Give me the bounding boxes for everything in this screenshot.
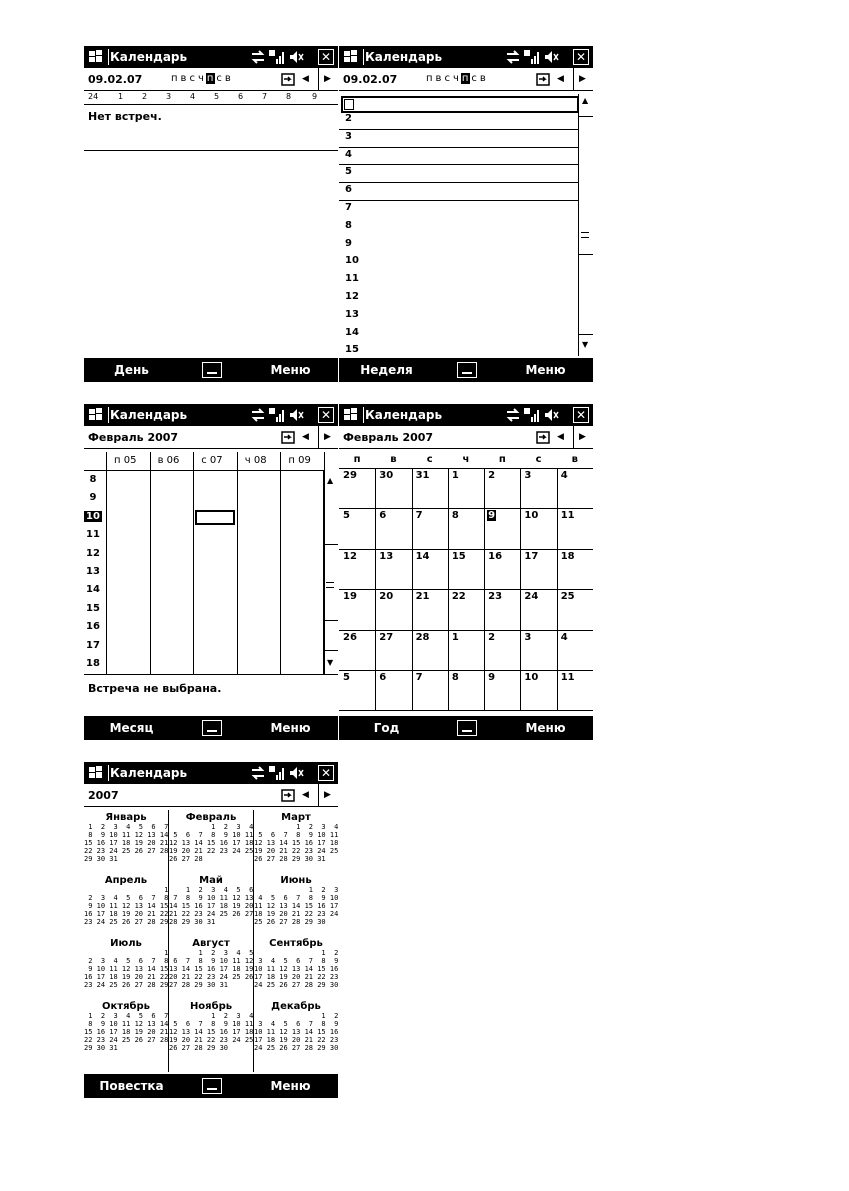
year-month-days: 1 2 3 4 5 6 7 8 9 10 11 12 13 14 15 16 17 18 19 20 21 22 23 24 25 26 27 28 29 30 <box>254 949 338 989</box>
app-title: Календарь <box>110 766 188 780</box>
month-row-divider <box>339 589 593 590</box>
year-month-block[interactable] <box>169 875 253 926</box>
connectivity-icon[interactable] <box>505 407 521 423</box>
month-day-cell[interactable]: 4 <box>560 470 568 481</box>
softkey-menu-button[interactable]: Меню <box>525 721 566 735</box>
hour-label[interactable]: 8 <box>286 92 292 101</box>
month-day-cell[interactable]: 2 <box>488 470 496 481</box>
hour-slot-divider <box>339 182 579 183</box>
month-day-cell[interactable]: 6 <box>379 672 387 683</box>
scroll-track-end <box>324 650 338 651</box>
month-weekday-header: в <box>390 454 397 465</box>
weekday-wed[interactable]: с <box>444 73 451 84</box>
hour-label[interactable]: 13 <box>86 566 100 577</box>
month-day-cell[interactable]: 7 <box>415 672 423 683</box>
year-month-block[interactable] <box>169 812 253 863</box>
year-month-block[interactable] <box>84 938 168 989</box>
arrow-divider <box>573 68 574 90</box>
weekday-mon[interactable]: п <box>171 73 179 84</box>
close-icon[interactable]: ✕ <box>573 407 589 423</box>
weekday-sat[interactable]: с <box>471 73 478 84</box>
hour-slot-label[interactable]: 10 <box>345 255 359 267</box>
month-day-cell[interactable]: 30 <box>379 470 394 481</box>
title-separator <box>108 49 109 65</box>
arrow-right-icon[interactable]: ▶ <box>324 432 331 442</box>
year-month-block[interactable] <box>169 938 253 989</box>
app-title: Календарь <box>365 50 443 64</box>
year-month-days: 1 2 3 4 5 6 7 8 9 10 11 12 13 14 15 16 17 18 19 20 21 22 23 24 25 26 27 28 29 30 31 <box>84 1012 169 1052</box>
softkey-bar <box>339 358 593 382</box>
hour-label[interactable]: 1 <box>118 92 124 101</box>
hour-label-selected[interactable]: 10 <box>84 511 102 522</box>
month-weekday-header: п <box>353 454 361 465</box>
year-month-name: Август <box>192 938 230 949</box>
scroll-track-end <box>579 334 593 335</box>
year-month-name: Июль <box>110 938 142 949</box>
weekday-wed[interactable]: с <box>189 73 196 84</box>
volume-icon[interactable] <box>288 49 304 65</box>
month-row-divider <box>339 508 593 509</box>
keyboard-icon[interactable] <box>192 716 230 740</box>
hour-label[interactable]: 17 <box>86 639 100 651</box>
weekday-tue[interactable]: в <box>435 73 443 84</box>
hour-label[interactable]: 3 <box>166 92 172 101</box>
year-month-name: Июнь <box>280 875 312 886</box>
day-hours-screen <box>339 46 593 382</box>
year-column-divider <box>253 810 254 1072</box>
date-navigation-bar <box>84 426 338 449</box>
scrollbar[interactable] <box>323 470 338 674</box>
month-day-cell[interactable]: 3 <box>524 470 532 481</box>
arrow-right-icon[interactable]: ▶ <box>324 74 331 84</box>
current-date[interactable]: 09.02.07 <box>343 73 398 86</box>
month-day-cell-selected[interactable]: 9 <box>488 510 496 522</box>
scrollbar[interactable] <box>578 94 593 356</box>
month-day-cell[interactable]: 9 <box>488 672 496 683</box>
year-month-block[interactable] <box>84 812 168 863</box>
windows-start-icon[interactable] <box>343 49 359 65</box>
softkey-day-button[interactable]: День <box>114 363 149 377</box>
hour-label[interactable]: 11 <box>86 529 100 541</box>
title-separator <box>108 765 109 781</box>
scroll-thumb-bottom <box>579 254 593 255</box>
month-column-divider <box>520 468 521 710</box>
year-month-name: Март <box>281 812 311 823</box>
scroll-thumb-grip[interactable] <box>326 582 334 588</box>
month-day-cell[interactable]: 4 <box>560 631 568 643</box>
year-month-name: Ноябрь <box>189 1001 233 1012</box>
hour-label[interactable]: 9 <box>312 92 318 101</box>
volume-icon[interactable] <box>543 407 559 423</box>
current-year-title[interactable]: 2007 <box>88 789 119 802</box>
hour-slot-label[interactable]: 6 <box>345 184 352 196</box>
year-month-days: 1 2 3 4 5 6 7 8 9 10 11 12 13 14 15 16 17 18 19 20 21 22 23 24 25 26 27 28 29 30 <box>169 1012 254 1052</box>
month-day-cell[interactable]: 3 <box>524 631 532 643</box>
month-column-divider <box>375 468 376 710</box>
month-row-divider <box>339 630 593 631</box>
hour-column-divider <box>106 452 107 674</box>
month-row-divider <box>339 670 593 671</box>
softkey-menu-button[interactable]: Меню <box>525 363 566 377</box>
hour-label[interactable]: 24 <box>88 92 99 101</box>
title-bar <box>84 762 338 784</box>
year-month-block[interactable] <box>84 1001 168 1052</box>
divider <box>84 150 338 151</box>
hour-label[interactable]: 18 <box>86 658 100 669</box>
year-column-divider <box>168 810 169 1072</box>
current-month-title[interactable]: Февраль 2007 <box>88 431 179 444</box>
keyboard-icon[interactable] <box>447 716 485 740</box>
hour-label[interactable]: 7 <box>262 92 268 101</box>
year-month-name: Апрель <box>104 875 148 886</box>
week-day-header[interactable]: ч 08 <box>244 455 267 466</box>
scroll-down-icon[interactable]: ▼ <box>582 340 589 349</box>
month-day-cell[interactable]: 14 <box>415 550 430 562</box>
title-bar <box>84 46 338 68</box>
month-day-cell[interactable]: 10 <box>524 672 539 683</box>
month-row-divider <box>339 710 593 711</box>
arrow-left-icon[interactable]: ◀ <box>302 432 309 442</box>
month-column-divider <box>448 468 449 710</box>
month-day-cell[interactable]: 1 <box>451 470 459 481</box>
month-column-divider <box>557 468 558 710</box>
month-day-cell[interactable]: 15 <box>451 550 466 562</box>
date-navigation-bar <box>84 784 338 807</box>
hour-slot-divider <box>339 129 579 130</box>
year-month-days: 1 2 3 4 5 6 7 8 9 10 11 12 13 14 15 16 17 18 19 20 21 22 23 24 25 26 27 28 29 <box>84 886 169 926</box>
month-day-cell[interactable]: 8 <box>451 510 459 522</box>
softkey-bar <box>84 716 338 740</box>
week-day-column-divider <box>150 452 151 674</box>
softkey-agenda-button[interactable]: Повестка <box>99 1079 164 1093</box>
hour-slot-label[interactable]: 13 <box>345 308 359 320</box>
keyboard-icon[interactable] <box>192 1074 230 1098</box>
windows-start-icon[interactable] <box>88 407 104 423</box>
year-month-block[interactable] <box>169 1001 253 1052</box>
softkey-month-button[interactable]: Месяц <box>109 721 154 735</box>
softkey-menu-button[interactable]: Меню <box>270 1079 311 1093</box>
year-month-days: 1 2 3 4 5 6 7 8 9 10 11 12 13 14 15 16 17 18 19 20 21 22 23 24 25 26 27 28 <box>169 823 254 863</box>
arrow-left-icon[interactable]: ◀ <box>557 432 564 442</box>
year-month-days: 1 2 3 4 5 6 7 8 9 10 11 12 13 14 15 16 17 18 19 20 21 22 23 24 25 26 27 28 29 30 <box>254 886 338 926</box>
month-day-cell[interactable]: 18 <box>560 550 575 562</box>
hour-slot-label[interactable]: 3 <box>345 130 352 142</box>
softkey-menu-button[interactable]: Меню <box>270 721 311 735</box>
scroll-thumb-grip[interactable] <box>581 232 589 238</box>
date-navigation-bar <box>339 68 593 91</box>
arrow-divider <box>318 426 319 448</box>
month-weekday-header: п <box>498 454 506 465</box>
month-day-cell[interactable]: 8 <box>451 672 459 683</box>
year-month-days: 1 2 3 4 5 6 7 8 9 10 11 12 13 14 15 16 17 18 19 20 21 22 23 24 25 26 27 28 29 30 <box>254 1012 338 1052</box>
hour-slot-label[interactable]: 2 <box>345 113 352 124</box>
month-day-cell[interactable]: 11 <box>560 510 575 522</box>
windows-start-icon[interactable] <box>343 407 359 423</box>
volume-icon[interactable] <box>288 407 304 423</box>
month-column-divider <box>484 468 485 710</box>
year-month-name: Сентябрь <box>269 938 323 949</box>
selected-hour-marker <box>344 99 354 110</box>
hour-slot-label[interactable]: 11 <box>345 273 359 285</box>
connectivity-icon[interactable] <box>250 407 266 423</box>
month-day-cell[interactable]: 10 <box>524 510 539 522</box>
month-column-divider <box>412 468 413 710</box>
month-day-cell[interactable]: 1 <box>451 631 459 643</box>
period-arrows <box>298 68 338 90</box>
arrow-divider <box>318 784 319 806</box>
connectivity-icon[interactable] <box>250 49 266 65</box>
weekday-sun[interactable]: в <box>224 73 232 84</box>
month-day-cell[interactable]: 21 <box>415 591 430 603</box>
title-bar <box>84 404 338 426</box>
weekday-mon[interactable]: п <box>426 73 434 84</box>
month-day-cell[interactable]: 7 <box>415 510 423 522</box>
scroll-up-icon[interactable]: ▲ <box>582 96 589 105</box>
hour-label[interactable]: 4 <box>190 92 196 101</box>
year-month-name: Декабрь <box>271 1001 321 1012</box>
period-arrows <box>553 68 593 90</box>
signal-icon[interactable] <box>523 49 539 65</box>
week-day-header[interactable]: п 09 <box>288 455 311 466</box>
hour-slot-label[interactable]: 4 <box>345 148 352 160</box>
volume-icon[interactable] <box>288 765 304 781</box>
month-day-cell[interactable]: 5 <box>343 672 350 683</box>
hour-strip <box>84 90 338 105</box>
hour-slot-label[interactable]: 12 <box>345 291 359 302</box>
month-day-cell[interactable]: 20 <box>379 591 394 603</box>
day-view-screen <box>84 46 338 382</box>
month-day-cell[interactable]: 12 <box>343 550 357 562</box>
softkey-year-button[interactable]: Год <box>373 721 400 735</box>
year-view-screen <box>84 762 338 1098</box>
connectivity-icon[interactable] <box>250 765 266 781</box>
arrow-right-icon[interactable]: ▶ <box>324 790 331 800</box>
year-month-name: Октябрь <box>102 1001 150 1012</box>
week-day-column-divider <box>237 452 238 674</box>
keyboard-icon[interactable] <box>447 358 485 382</box>
month-day-cell[interactable]: 31 <box>415 470 430 481</box>
month-day-cell[interactable]: 23 <box>488 591 503 603</box>
hour-label[interactable]: 16 <box>86 621 100 633</box>
month-row-divider <box>339 549 593 550</box>
goto-today-icon[interactable] <box>535 71 551 87</box>
arrow-left-icon[interactable]: ◀ <box>557 74 564 84</box>
title-separator <box>363 49 364 65</box>
week-day-column-divider <box>193 452 194 674</box>
month-view-screen <box>339 404 593 740</box>
title-separator <box>363 407 364 423</box>
month-day-cell[interactable]: 19 <box>343 591 357 603</box>
week-header-divider <box>84 470 324 471</box>
close-icon[interactable]: ✕ <box>318 407 334 423</box>
month-day-cell[interactable]: 25 <box>560 591 575 603</box>
year-month-name: Январь <box>105 812 147 823</box>
selected-hour-slot[interactable] <box>341 96 579 113</box>
month-day-cell[interactable]: 22 <box>451 591 466 603</box>
close-icon[interactable]: ✕ <box>573 49 589 65</box>
volume-icon[interactable] <box>543 49 559 65</box>
weekday-sat[interactable]: с <box>216 73 223 84</box>
hour-label[interactable]: 12 <box>86 547 100 559</box>
weekday-thu[interactable]: ч <box>197 73 205 84</box>
year-month-block[interactable] <box>84 875 168 926</box>
close-icon[interactable]: ✕ <box>318 49 334 65</box>
arrow-divider <box>318 68 319 90</box>
weekday-thu[interactable]: ч <box>452 73 460 84</box>
windows-start-icon[interactable] <box>88 765 104 781</box>
hour-slot-label[interactable]: 8 <box>345 219 352 231</box>
month-day-cell[interactable]: 5 <box>343 510 350 522</box>
arrow-right-icon[interactable]: ▶ <box>579 74 586 84</box>
year-month-days: 1 2 3 4 5 6 7 8 9 10 11 12 13 14 15 16 17 18 19 20 21 22 23 24 25 26 27 28 29 30 31 <box>169 949 254 989</box>
month-day-cell[interactable]: 6 <box>379 510 387 522</box>
year-month-name: Май <box>199 875 223 886</box>
goto-today-icon[interactable] <box>535 429 551 445</box>
year-month-days: 1 2 3 4 5 6 7 8 9 10 11 12 13 14 15 16 17 18 19 20 21 22 23 24 25 26 27 28 29 30 31 <box>84 823 169 863</box>
month-day-cell[interactable]: 2 <box>488 631 496 643</box>
year-month-block[interactable] <box>254 1001 338 1052</box>
hour-slot-divider <box>339 164 579 165</box>
close-icon[interactable]: ✕ <box>318 765 334 781</box>
month-day-cell[interactable]: 29 <box>343 470 357 481</box>
week-day-header[interactable]: п 05 <box>114 455 137 466</box>
hour-label[interactable]: 6 <box>238 92 244 101</box>
hour-label[interactable]: 14 <box>86 584 100 596</box>
date-navigation-bar <box>339 426 593 449</box>
month-day-cell[interactable]: 17 <box>524 550 539 562</box>
year-month-block[interactable] <box>254 875 338 926</box>
month-day-cell[interactable]: 24 <box>524 591 539 603</box>
softkey-bar <box>84 1074 338 1098</box>
signal-icon[interactable] <box>268 765 284 781</box>
divider <box>84 674 338 675</box>
weekday-fri-selected[interactable]: п <box>461 73 470 84</box>
current-month-title[interactable]: Февраль 2007 <box>343 431 434 444</box>
softkey-menu-button[interactable]: Меню <box>270 363 311 377</box>
month-weekday-header: в <box>571 454 578 465</box>
month-day-cell[interactable]: 26 <box>343 631 357 643</box>
month-weekday-header: ч <box>462 454 470 465</box>
scroll-thumb-top <box>579 116 593 117</box>
year-month-block[interactable] <box>254 938 338 989</box>
hour-slot-label[interactable]: 14 <box>345 326 359 338</box>
hour-slot-label[interactable]: 5 <box>345 166 352 178</box>
title-bar <box>339 46 593 68</box>
month-weekday-header: с <box>426 454 433 465</box>
scroll-up-icon[interactable]: ▲ <box>327 476 334 485</box>
hour-label[interactable]: 15 <box>86 602 100 614</box>
week-day-header[interactable]: в 06 <box>157 455 180 466</box>
hour-slot-label[interactable]: 7 <box>345 202 352 213</box>
week-day-column-divider <box>280 452 281 674</box>
month-day-cell[interactable]: 28 <box>415 631 430 643</box>
year-month-block[interactable] <box>254 812 338 863</box>
period-arrows <box>298 426 338 448</box>
year-month-days: 1 2 3 4 5 6 7 8 9 10 11 12 13 14 15 16 17 18 19 20 21 22 23 24 25 26 27 28 29 30 31 <box>254 823 338 863</box>
app-title: Календарь <box>110 50 188 64</box>
title-separator <box>108 407 109 423</box>
weekday-sun[interactable]: в <box>479 73 487 84</box>
week-day-header[interactable]: с 07 <box>201 455 223 466</box>
keyboard-icon[interactable] <box>192 358 230 382</box>
month-weekday-header: с <box>535 454 542 465</box>
hour-label[interactable]: 8 <box>89 474 97 485</box>
arrow-left-icon[interactable]: ◀ <box>302 74 309 84</box>
signal-icon[interactable] <box>268 49 284 65</box>
scroll-thumb-top <box>324 544 338 545</box>
softkey-bar <box>84 358 338 382</box>
hour-slot-label[interactable]: 15 <box>345 344 359 356</box>
period-arrows <box>298 784 338 806</box>
connectivity-icon[interactable] <box>505 49 521 65</box>
hour-slot-divider <box>339 147 579 148</box>
weekday-fri-selected[interactable]: п <box>206 73 215 84</box>
hour-slot-divider <box>339 200 579 201</box>
month-day-cell[interactable]: 13 <box>379 550 394 562</box>
goto-today-icon[interactable] <box>280 787 296 803</box>
month-day-cell[interactable]: 27 <box>379 631 394 643</box>
month-grid-top-border <box>339 468 593 469</box>
arrow-left-icon[interactable]: ◀ <box>302 790 309 800</box>
softkey-week-button[interactable]: Неделя <box>360 363 413 377</box>
hour-label[interactable]: 5 <box>214 92 220 101</box>
hour-slot-label[interactable]: 9 <box>345 237 352 249</box>
goto-today-icon[interactable] <box>280 429 296 445</box>
period-arrows <box>553 426 593 448</box>
year-month-days: 1 2 3 4 5 6 7 8 9 10 11 12 13 14 15 16 17 18 19 20 21 22 23 24 25 26 27 28 29 30 31 <box>169 886 254 926</box>
date-navigation-bar <box>84 68 338 91</box>
current-date[interactable]: 09.02.07 <box>88 73 143 86</box>
year-month-days: 1 2 3 4 5 6 7 8 9 10 11 12 13 14 15 16 17 18 19 20 21 22 23 24 25 26 27 28 29 <box>84 949 169 989</box>
signal-icon[interactable] <box>268 407 284 423</box>
goto-today-icon[interactable] <box>280 71 296 87</box>
signal-icon[interactable] <box>523 407 539 423</box>
arrow-right-icon[interactable]: ▶ <box>579 432 586 442</box>
app-title: Календарь <box>110 408 188 422</box>
weekday-selector <box>425 73 488 84</box>
softkey-bar <box>339 716 593 740</box>
year-month-name: Февраль <box>185 812 237 823</box>
scroll-down-icon[interactable]: ▼ <box>327 658 334 667</box>
month-day-cell[interactable]: 11 <box>560 672 575 683</box>
selected-time-slot[interactable] <box>195 510 235 525</box>
no-appointment-selected-text: Встреча не выбрана. <box>88 682 222 695</box>
scroll-thumb-bottom <box>324 620 338 621</box>
app-title: Календарь <box>365 408 443 422</box>
title-bar <box>339 404 593 426</box>
arrow-divider <box>573 426 574 448</box>
no-appointments-text: Нет встреч. <box>88 110 162 123</box>
hour-label[interactable]: 2 <box>142 92 148 101</box>
weekday-selector <box>170 73 233 84</box>
weekday-tue[interactable]: в <box>180 73 188 84</box>
month-day-cell[interactable]: 16 <box>488 550 503 562</box>
windows-start-icon[interactable] <box>88 49 104 65</box>
hour-label[interactable]: 9 <box>89 492 97 504</box>
week-view-screen <box>84 404 338 740</box>
